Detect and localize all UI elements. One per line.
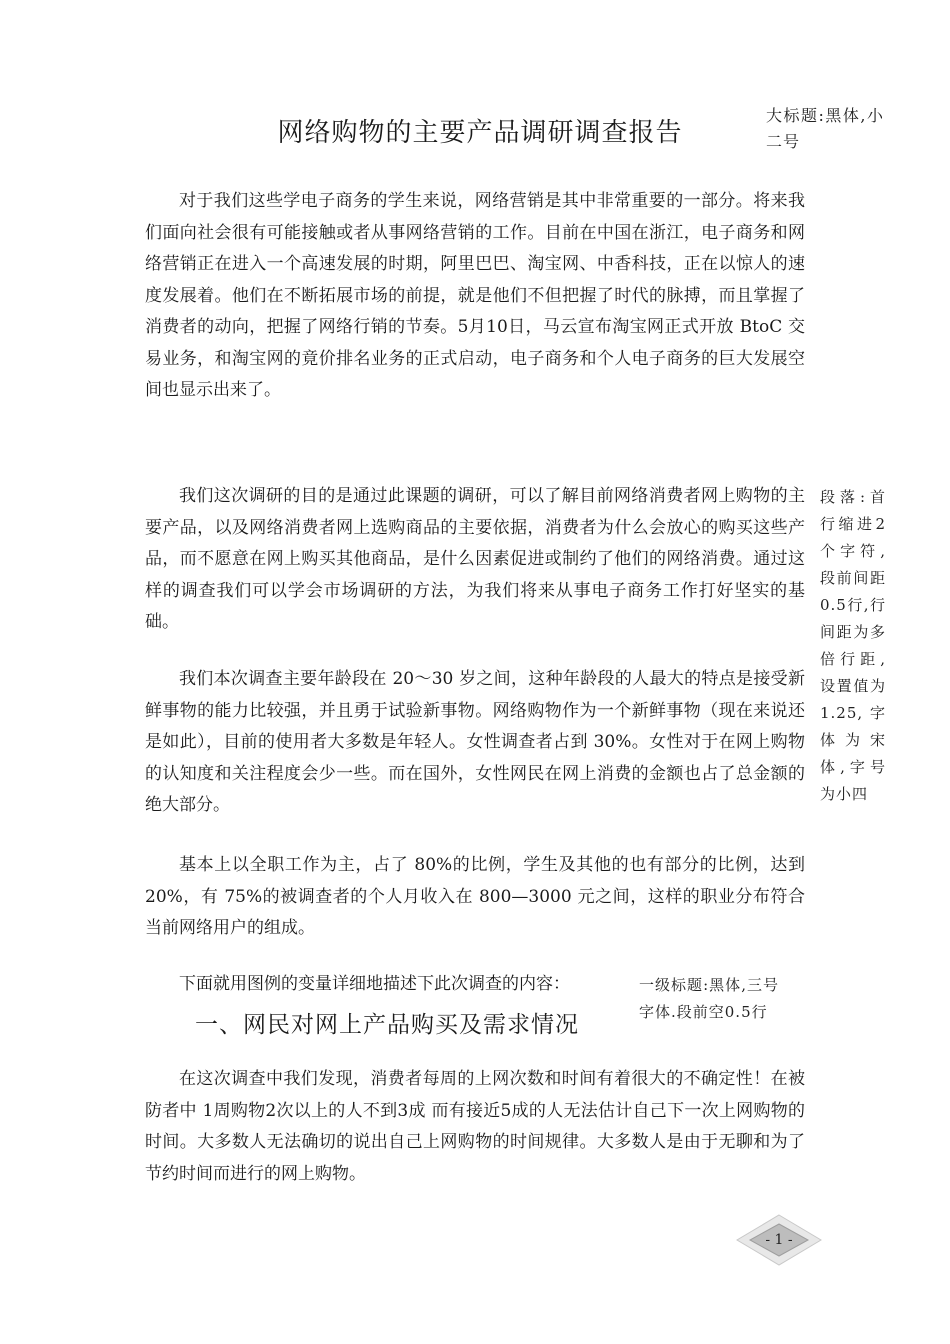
margin-note-heading1-format: 一级标题:黑体,三号字体.段前空0.5行 <box>639 976 779 1021</box>
document-title: 网络购物的主要产品调研调查报告 <box>277 118 683 148</box>
paragraph-lead-in: 下面就用图例的变量详细地描述下此次调查的内容： <box>179 974 570 994</box>
paragraph-findings: 在这次调查中我们发现，消费者每周的上网次数和时间有着很大的不确定性！在被防者中 1周购物2次以上的人不到3成 而有接近5成的人无法估计自己下一次上网购物的时间。大多数人无法确切的说出自己上网购物的时间规律。大多数人是由于无聊和为了节约时间而进行的网上购物。 <box>145 1069 805 1184</box>
paragraph-age-group: 我们本次调查主要年龄段在 20～30 岁之间，这种年龄段的人最大的特点是接受新鲜事物的能力比较强，并且勇于试验新事物。网络购物作为一个新鲜事物（现在来说还是如此），目前的使用者大多数是年轻人。女性调查者占到 30%。女性对于在网上购物的认知度和关注程度会少一些。而在国外，女性网民在网上消费的金额也占了总金额的绝大部分。 <box>145 669 805 815</box>
paragraph-intro: 对于我们这些学电子商务的学生来说，网络营销是其中非常重要的一部分。将来我们面向社会很有可能接触或者从事网络营销的工作。目前在中国在浙江，电子商务和网络营销正在进入一个高速发展的时期，阿里巴巴、淘宝网、中香科技，正在以惊人的速度发展着。他们在不断拓展市场的前提，就是他们不但把握了时代的脉搏，而且掌握了消费者的动向，把握了网络行销的节奏。5月10日，马云宣布淘宝网正式开放 BtoC 交易业务，和淘宝网的竟价排名业务的正式启动，电子商务和个人电子商务的巨大发展空间也显示出来了。 <box>145 191 805 400</box>
margin-note-title-format: 大标题:黑体,小二号 <box>766 106 884 151</box>
paragraph-purpose: 我们这次调研的目的是通过此课题的调研，可以了解目前网络消费者网上购物的主要产品，以及网络消费者网上选购商品的主要依据，消费者为什么会放心的购买这些产品，而不愿意在网上购买其他商品，是什么因素促进或制约了他们的网络消费。通过这样的调查我们可以学会市场调研的方法，为我们将来从事电子商务工作打好坚实的基础。 <box>145 486 805 632</box>
margin-note-paragraph-format: 段落:首行缩进2个字符,段前间距 0.5行,行间距为多倍行距,设置值为 1.25,字体为宋体,字号为小四 <box>820 488 886 803</box>
heading-level1: 一、网民对网上产品购买及需求情况 <box>195 1012 579 1038</box>
page-number: - 1 - <box>765 1232 793 1248</box>
paragraph-occupation: 基本上以全职工作为主，占了 80%的比例，学生及其他的也有部分的比例，达到 20%，有 75%的被调查者的个人月收入在 800—3000 元之间，这样的职业分布符合当前网络用户的组成。 <box>145 855 805 938</box>
